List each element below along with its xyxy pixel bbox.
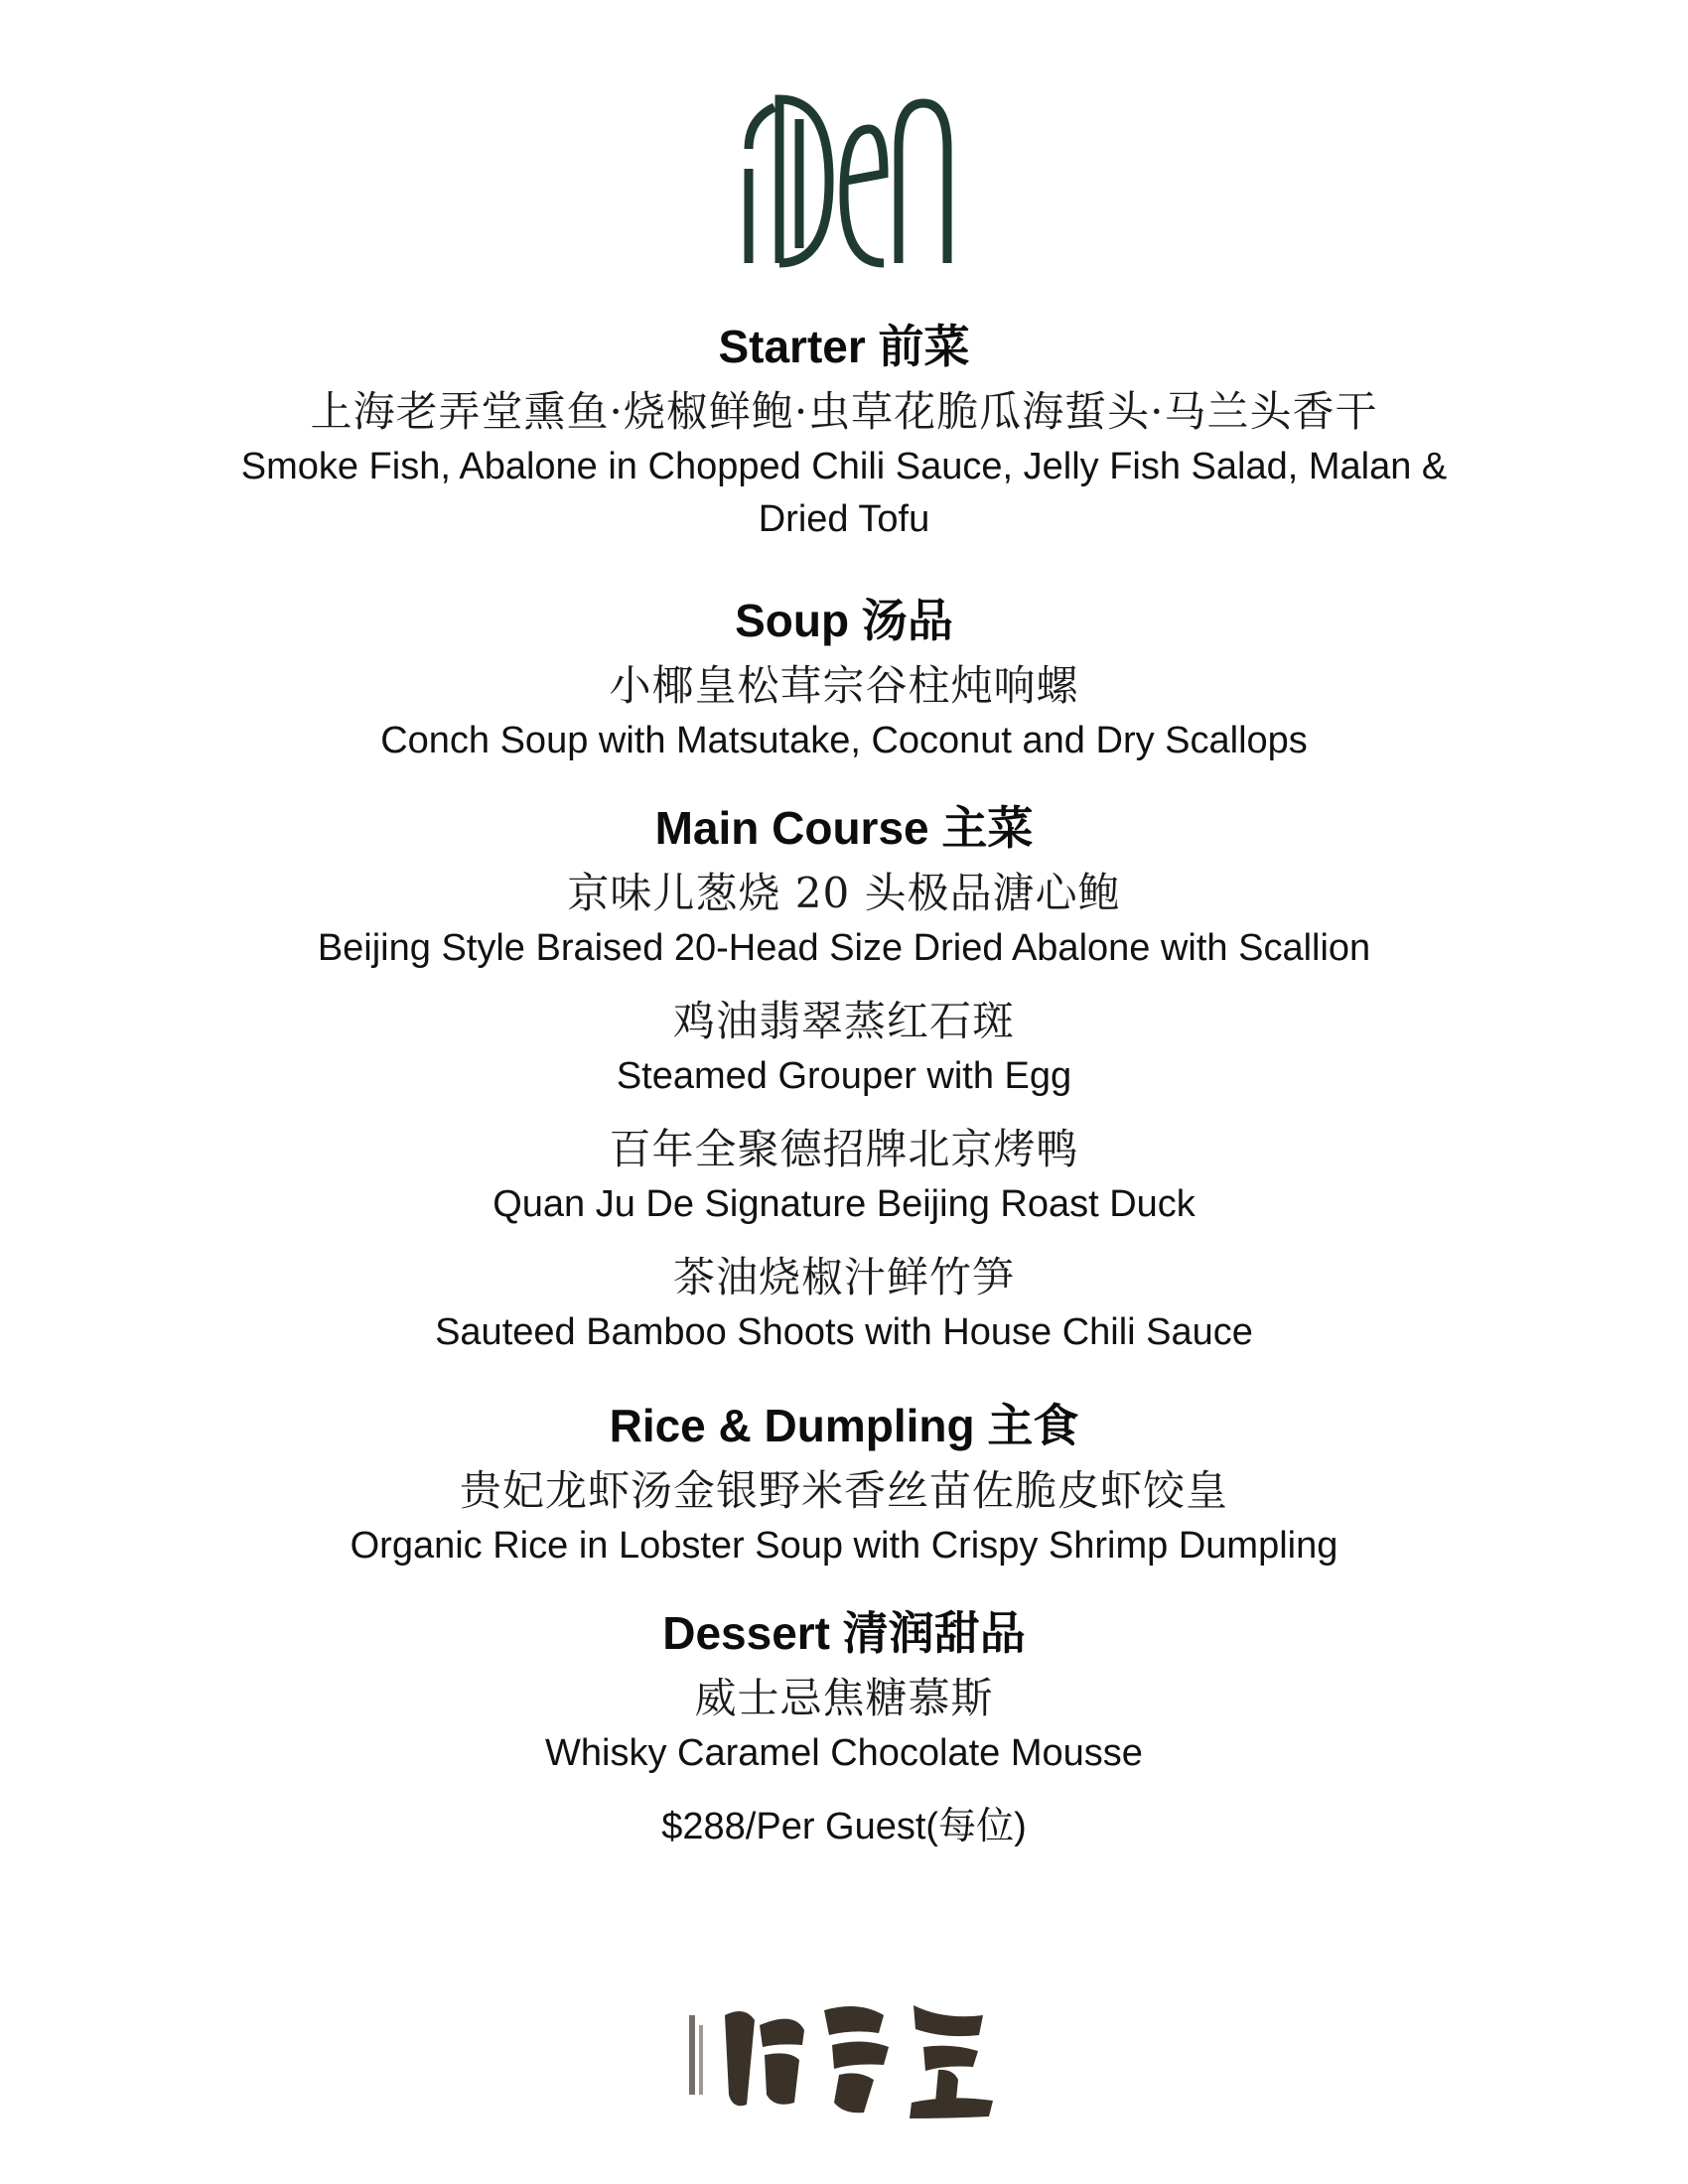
section-title: Starter 前菜: [718, 321, 970, 372]
dish-item: [149, 1462, 1539, 1572]
dish-item: [149, 383, 1539, 546]
dish-english-name: Sauteed Bamboo Shoots with House Chili Sauce: [435, 1311, 1253, 1353]
dish-chinese-name: 贵妃龙虾汤金银野米香丝苗佐脆皮虾饺皇: [459, 1466, 1228, 1515]
dish-item: [149, 1121, 1539, 1231]
dish-english-name: Whisky Caramel Chocolate Mousse: [545, 1732, 1143, 1774]
iden-logo-icon: [735, 89, 953, 268]
section-title: Rice & Dumpling 主食: [609, 1400, 1079, 1451]
dish-chinese-name: 百年全聚德招牌北京烤鸭: [609, 1125, 1079, 1173]
dish-chinese-name: 威士忌焦糖慕斯: [694, 1674, 994, 1722]
dish-item: [149, 865, 1539, 975]
section-title: Dessert 清润甜品: [662, 1607, 1026, 1659]
dish-chinese-name: 京味儿葱烧 20 头极品溏心鲍: [567, 869, 1121, 917]
dish-english-name: Steamed Grouper with Egg: [616, 1055, 1072, 1097]
dish-english-name: Smoke Fish, Abalone in Chopped Chili Sauce, Jelly Fish Salad, Malan & Dried Tofu: [240, 446, 1448, 540]
section-main-course: [149, 791, 1539, 1359]
section-starter: [149, 310, 1539, 546]
dish-chinese-name: 鸡油翡翠蒸红石斑: [672, 997, 1015, 1045]
dish-item: [149, 993, 1539, 1103]
section-rice-dumpling: [149, 1389, 1539, 1572]
dish-item: [149, 1670, 1539, 1780]
quanjude-logo-icon: [685, 1985, 1003, 2124]
section-soup: [149, 584, 1539, 767]
dish-english-name: Beijing Style Braised 20-Head Size Dried Abalone with Scallion: [317, 927, 1371, 969]
section-dessert: [149, 1596, 1539, 1780]
dish-chinese-name: 茶油烧椒汁鲜竹笋: [672, 1253, 1015, 1301]
dish-chinese-name: 上海老弄堂熏鱼·烧椒鲜鲍·虫草花脆瓜海蜇头·马兰头香干: [310, 387, 1378, 436]
dish-english-name: Conch Soup with Matsutake, Coconut and Dry Scallops: [380, 720, 1308, 761]
dish-english-name: Organic Rice in Lobster Soup with Crispy Shrimp Dumpling: [350, 1525, 1338, 1567]
section-title: Main Course 主菜: [654, 802, 1034, 854]
dish-item: [149, 1249, 1539, 1359]
section-title: Soup 汤品: [735, 595, 953, 646]
dish-english-name: Quan Ju De Signature Beijing Roast Duck: [492, 1183, 1196, 1225]
menu-content: [149, 310, 1539, 1855]
price-per-guest: $288/Per Guest(每位): [661, 1806, 1027, 1847]
dish-item: [149, 657, 1539, 767]
dish-chinese-name: 小椰皇松茸宗谷柱炖响螺: [609, 661, 1079, 710]
